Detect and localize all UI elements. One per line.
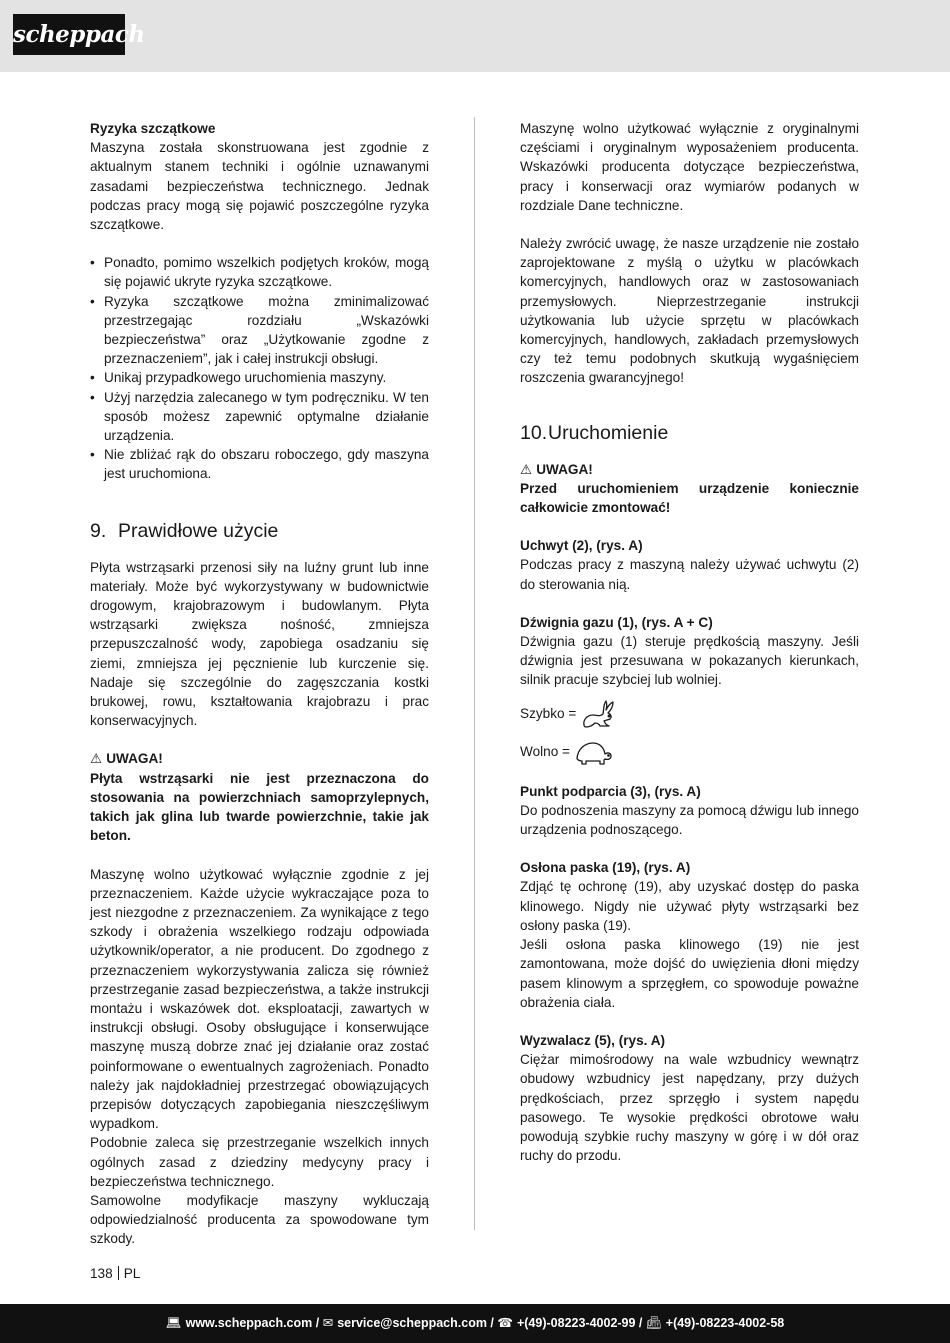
section-10-heading [520, 421, 859, 445]
paragraph: Podobnie zaleca się przestrzeganie wszelkich innych ogólnych zasad z dziedziny medycyny pracy i bezpieczeństwa technicznego. [90, 1135, 429, 1189]
footer-website[interactable]: www.scheppach.com / [185, 1316, 320, 1330]
list-item: • Ponadto, pomimo wszelkich podjętych kroków, mogą się pojawić ukryte ryzyka szczątkowe. [90, 253, 429, 291]
section-number: 10. [520, 421, 548, 444]
section-9-text: Płyta wstrząsarki przenosi siły na luźny grunt lub inne materiały. Może być wykorzystywany w budownictwie drogowym, krajobrazowym i budowlanym. Płyta wstrząsarki zwiększa nośność, zmniejsza przepuszczalność wody, zapobiega osadzaniu się ziemi, zmniejsza jej pęcznienie lub kurczenie się. Nadaje się szczególnie do zagęszczania kostki brukowej, rowu, kształtowania krajobrazu i prac konserwacyjnych. [90, 559, 429, 729]
residual-risks-title: Ryzyka szczątkowe [90, 121, 216, 136]
throttle-text: Dźwignia gazu (1) steruje prędkością maszyny. Jeśli dźwignia jest przesuwana w pokazanych kierunkach, silnik pracuje szybciej lub wolniej. [520, 634, 859, 688]
mail-icon: ✉ [322, 1316, 334, 1330]
warning-text: Płyta wstrząsarki nie jest przeznaczona do stosowania na powierzchniach samoprzylepnych, takich jak glina lub twarde powierzchnie, takie jak beton. [90, 770, 429, 844]
right-column [520, 119, 859, 1165]
fast-label: Szybko = [520, 706, 577, 722]
throttle-title: Dźwignia gazu (1), (rys. A + C) [520, 614, 713, 630]
page-language: PL [123, 1266, 141, 1281]
list-item: • Użyj narzędzia zalecanego w tym podręczniku. W ten sposób możesz zapewnić optymalne działanie urządzenia. [90, 388, 429, 446]
handle-text: Podczas pracy z maszyną należy używać uchwytu (2) do sterowania nią. [520, 557, 859, 592]
page-number-value: 138 [90, 1266, 113, 1281]
footer-phone: +(49)-08223-4002-99 / [516, 1316, 643, 1330]
exciter-title: Wyzwalacz (5), (rys. A) [520, 1032, 666, 1048]
column-divider [474, 117, 475, 1230]
brand-logo: scheppach [13, 14, 125, 55]
paragraph: Maszynę wolno użytkować wyłącznie zgodnie z jej przeznaczeniem. Każde użycie wykraczające poza to jest niezgodne z przeznaczeniem. Za wynikające z tego szkody i obrażenia wszelkiego rodzaju odpowiada użytkownik/operator, a nie producent. Do zgodnego z przeznaczeniem wykorzystywania zalicza się również przestrzeganie zasad bezpieczeństwa, a także instrukcji montażu i wskazówek dot. eksploatacji, zawartych w instrukcji obsługi. Osoby obsługujące i konserwujące maszynę muszą dobrze znać jej działanie oraz zostać poinformowane o ewentualnych zagrożeniach. Ponadto należy jak najdokładniej przestrzegać obowiązujących przepisów dotyczących zapobiegania nieszczęśliwym wypadkom. [90, 866, 429, 1132]
phone-icon: ☎ [497, 1316, 513, 1330]
warning-heading [520, 460, 859, 479]
slow-speed-row [520, 736, 859, 768]
residual-risks-text: Maszyna została skonstruowana jest zgodnie z aktualnym stanem techniki i ogólnie uznawanymi zasadami bezpieczeństwa technicznego. Jednak podczas pracy mogą się pojawić poszczególne ryzyka szczątkowe. [90, 140, 429, 233]
rabbit-icon [580, 698, 618, 730]
lift-point-title: Punkt podparcia (3), (rys. A) [520, 783, 701, 799]
list-item: • Nie zbliżać rąk do obszaru roboczego, gdy maszyna jest uruchomiona. [90, 445, 429, 483]
warning-label: UWAGA! [106, 751, 163, 767]
slow-label: Wolno = [520, 744, 571, 760]
belt-guard-title: Osłona paska (19), (rys. A) [520, 860, 691, 876]
section-number: 9. [90, 519, 107, 542]
footer-email[interactable]: service@scheppach.com / [337, 1316, 494, 1330]
belt-guard-warning-text: Jeśli osłona paska klinowego (19) nie jest zamontowana, może dojść do uwięzienia dłoni między pasem klinowym a sprzęgłem, co spowoduje poważne obrażenia ciała. [520, 937, 859, 1010]
warning-label: UWAGA! [536, 461, 593, 477]
left-column [90, 119, 429, 1249]
turtle-icon [574, 736, 614, 768]
fax-icon: 📠︎ [645, 1316, 662, 1330]
page-header [0, 0, 950, 72]
paragraph: Należy zwrócić uwagę, że nasze urządzenie nie zostało zaprojektowane z myślą o użytku w placówkach komercyjnych, handlowych oraz w zastosowaniach przemysłowych. Nieprzestrzeganie instrukcji użytkowania lub użycie sprzętu w placówkach komercyjnych, handlowych, zakładach przemysłowych czy też temu podobnych skutkują wygaśnięciem roszczenia gwarancyjnego! [520, 236, 859, 386]
computer-icon: 💻︎ [165, 1316, 182, 1330]
section-title: Prawidłowe użycie [118, 519, 279, 542]
residual-risks-list [90, 253, 429, 483]
warning-text: Przed uruchomieniem urządzenie koniecznie całkowicie zmontować! [520, 480, 859, 516]
list-item: • Ryzyka szczątkowe można zminimalizować przestrzegając rozdziału „Wskazówki bezpieczeństwa” oraz „Użytkowanie zgodne z przeznaczeniem”, jak i całej instrukcji obsługi. [90, 292, 429, 369]
footer-fax: +(49)-08223-4002-58 [665, 1316, 785, 1330]
lift-point-text: Do podnoszenia maszyny za pomocą dźwigu lub innego urządzenia podnoszącego. [520, 802, 859, 838]
warning-icon: ⚠ [90, 751, 103, 767]
fast-speed-row [520, 698, 859, 730]
section-title: Uruchomienie [548, 421, 669, 444]
section-9-heading [90, 519, 429, 543]
exciter-text: Ciężar mimośrodowy na wale wzbudnicy wewnątrz obudowy wzbudnicy jest napędzany, przy dużych prędkościach, przez sprzęgło i system napędu pasowego. Te wysokie prędkości obrotowe wału powodują szybkie ruchy maszyny w górę i w dół oraz ruchy do przodu. [520, 1052, 859, 1164]
separator [118, 1266, 119, 1280]
paragraph: Maszynę wolno użytkować wyłącznie z oryginalnymi częściami i oryginalnym wyposażeniem producenta. Wskazówki producenta dotyczące bezpieczeństwa, pracy i konserwacji oraz wymiarów podanych w rozdziale Dane techniczne. [520, 121, 859, 213]
handle-title: Uchwyt (2), (rys. A) [520, 538, 643, 554]
warning-icon: ⚠ [520, 461, 533, 477]
paragraph: Samowolne modyfikacje maszyny wykluczają odpowiedzialność producenta za spowodowane tym szkody. [90, 1192, 429, 1247]
page-footer [0, 1304, 950, 1343]
list-item: • Unikaj przypadkowego uruchomienia maszyny. [90, 368, 429, 387]
warning-heading [90, 749, 429, 768]
page-number [90, 1266, 140, 1281]
belt-guard-text: Zdjąć tę ochronę (19), aby uzyskać dostęp do paska klinowego. Nigdy nie używać płyty wstrząsarki bez osłony paska (19). [520, 879, 859, 933]
